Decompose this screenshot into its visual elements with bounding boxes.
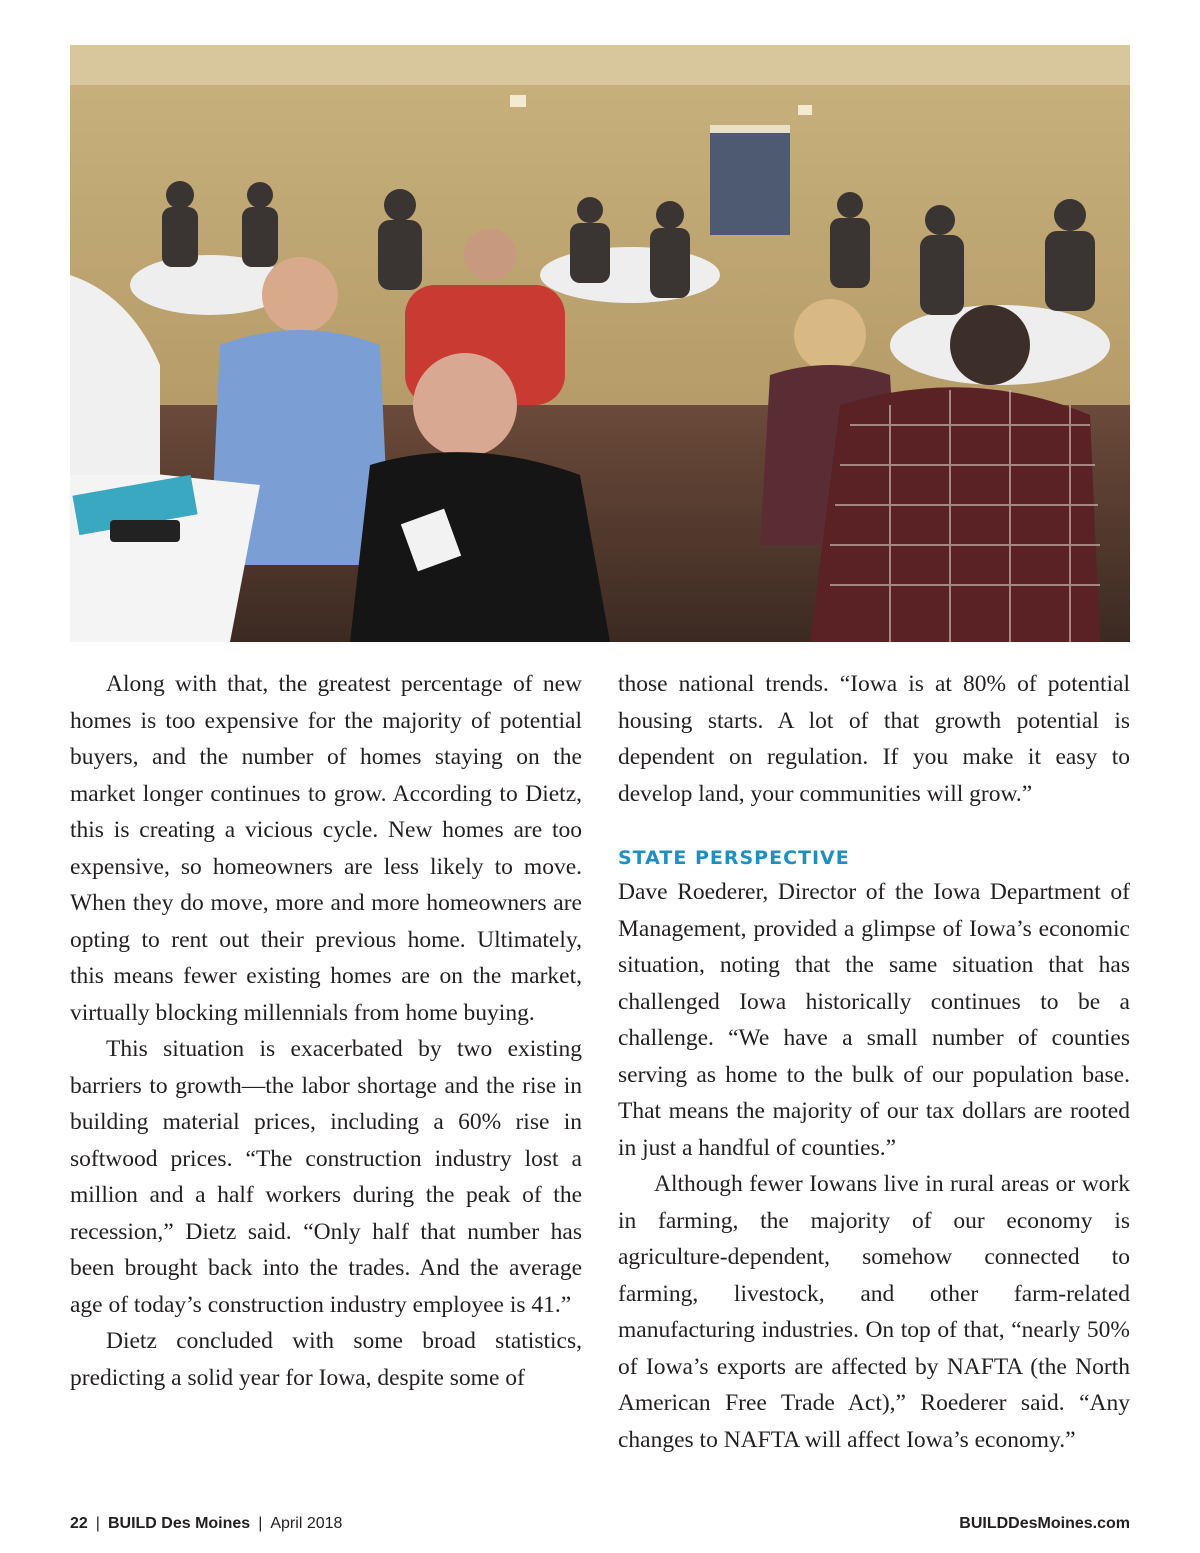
event-photo bbox=[70, 45, 1130, 642]
body-paragraph: This situation is exacerbated by two existing barriers to growth—the labor shortage and the rise in building material prices, including a 60% rise in softwood prices. “The construction industry lost a million and a half workers during the peak of the recession,” Dietz said. “Only half that number has been brought back into the trades. And the average age of today’s construction industry employee is 41.” bbox=[70, 1036, 582, 1318]
article-right-column bbox=[618, 666, 1130, 1458]
publication-name: BUILD Des Moines bbox=[107, 1515, 251, 1532]
article-left-column bbox=[70, 666, 582, 1396]
page-footer bbox=[70, 1515, 1130, 1545]
footer-folio bbox=[70, 1515, 342, 1533]
footer-separator: | bbox=[258, 1515, 263, 1532]
body-paragraph: Dietz concluded with some broad statistics, predicting a solid year for Iowa, despite some of bbox=[70, 1328, 582, 1391]
footer-separator: | bbox=[95, 1515, 100, 1532]
body-paragraph: Dave Roederer, Director of the Iowa Department of Management, provided a glimpse of Iowa’s economic situation, noting that the same situation that has challenged Iowa historically continues to be a challenge. “We have a small number of counties serving as home to the bulk of our population base. That means the majority of our tax dollars are rooted in just a handful of counties.” bbox=[618, 879, 1130, 1161]
section-heading: STATE PERSPECTIVE bbox=[618, 847, 850, 869]
issue-date: April 2018 bbox=[270, 1515, 343, 1532]
website-link[interactable]: BUILDDesMoines.com bbox=[959, 1515, 1130, 1532]
page-number: 22 bbox=[70, 1515, 88, 1532]
body-paragraph: Although fewer Iowans live in rural areas or work in farming, the majority of our economy is agriculture-dependent, somehow connected to farming, livestock, and other farm-related manufacturing industries. On top of that, “nearly 50% of Iowa’s exports are affected by NAFTA (the North American Free Trade Act),” Roederer said. “Any changes to NAFTA will affect Iowa’s economy.” bbox=[618, 1171, 1130, 1453]
body-paragraph-continued: those national trends. “Iowa is at 80% of potential housing starts. A lot of that growth potential is dependent on regulation. If you make it easy to develop land, your communities will grow.” bbox=[618, 671, 1130, 807]
body-paragraph: Along with that, the greatest percentage of new homes is too expensive for the majority of potential buyers, and the number of homes staying on the market longer continues to grow. According to Dietz, this is creating a vicious cycle. New homes are too expensive, so homeowners are less likely to move. When they do move, more and more homeowners are opting to rent out their previous home. Ultimately, this means fewer existing homes are on the market, virtually blocking millennials from home buying. bbox=[70, 671, 582, 1026]
